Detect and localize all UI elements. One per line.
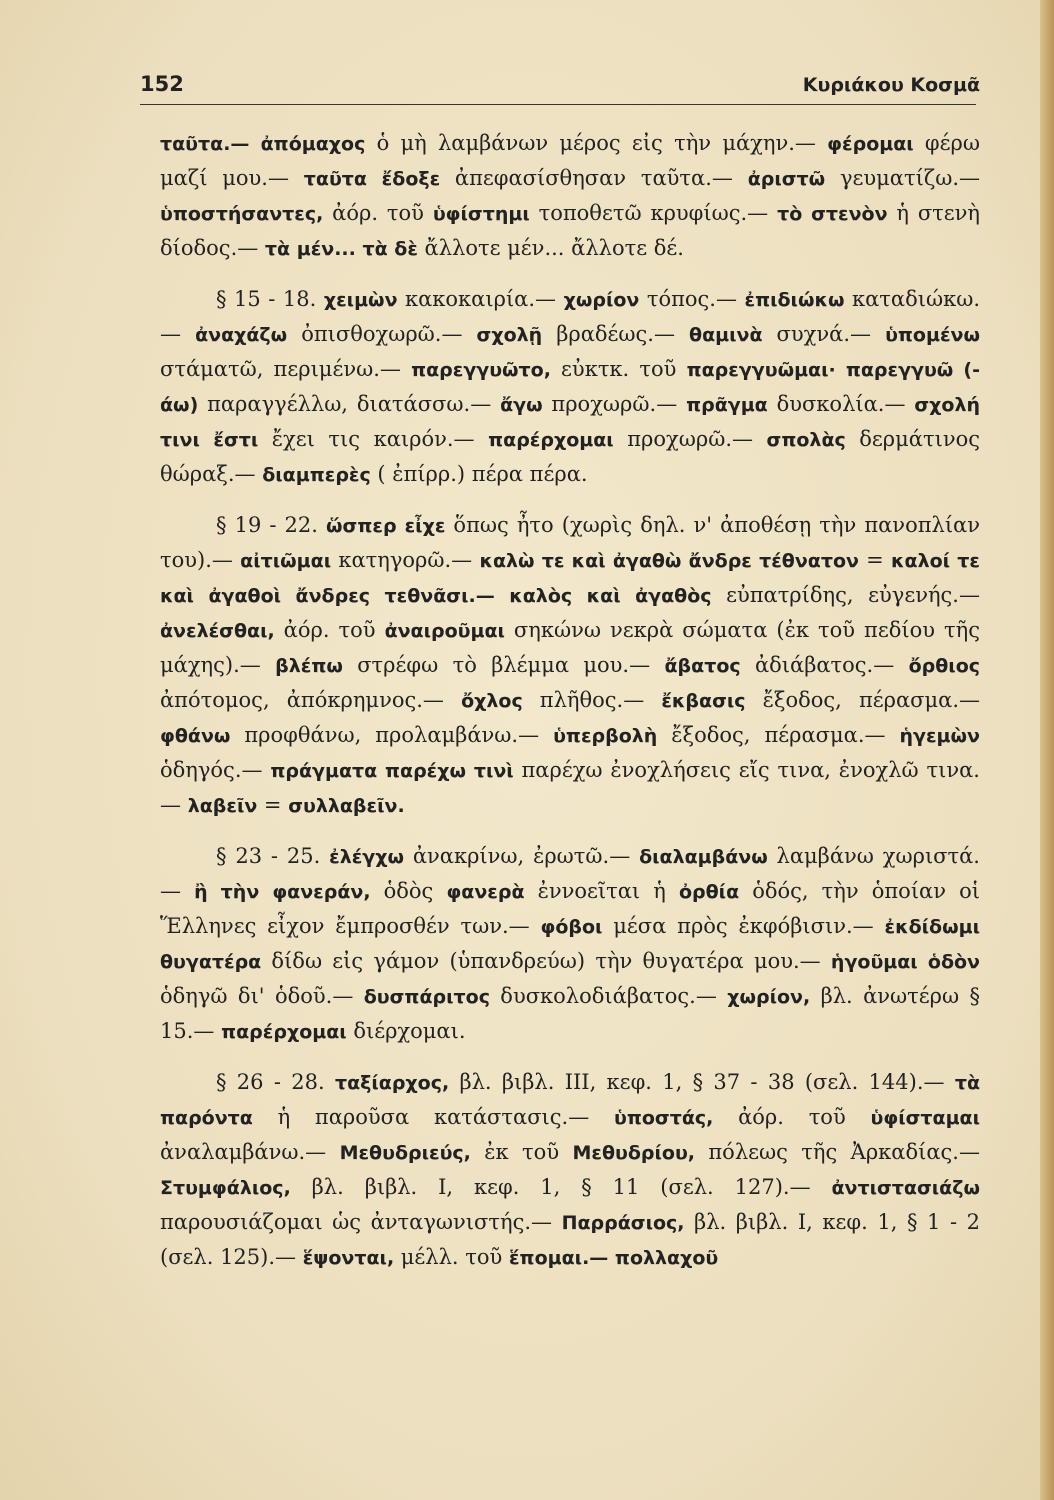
- gloss-text: κατηγορῶ.—: [338, 548, 480, 572]
- gloss-text: δερμάτινος θώραξ.—: [160, 427, 980, 486]
- headword: ὥσπερ εἶχε: [326, 515, 454, 537]
- paragraph-section-19-22: [160, 508, 980, 823]
- gloss-text: ὁδηγός.—: [160, 758, 271, 782]
- paragraph-section-15-18: [160, 282, 980, 492]
- headword: ἔκβασις: [661, 690, 763, 712]
- header-rule: [140, 104, 976, 105]
- gloss-text: § 26 - 28.: [216, 1070, 335, 1094]
- gloss-text: ( ἐπίρρ.) πέρα πέρα.: [377, 462, 588, 486]
- gloss-text: διέρχομαι.: [353, 1019, 466, 1043]
- headword: φόβοι: [540, 916, 614, 938]
- gloss-text: ἔξοδος, πέρασμα.—: [671, 723, 900, 747]
- headword: ἕπομαι.— πολλαχοῦ: [508, 1247, 719, 1269]
- headword: παρεγγυῶτο,: [411, 359, 562, 381]
- headword: φέρομαι: [827, 133, 925, 155]
- gloss-text: ἄλλοτε μέν... ἄλλοτε δέ.: [424, 236, 684, 260]
- paragraph-section-26-28: [160, 1065, 980, 1275]
- gloss-text: στρέφω τὸ βλέμμα μου.—: [357, 653, 665, 677]
- headword: θαμινὰ: [689, 324, 777, 346]
- gloss-text: ἀόρ. τοῦ: [332, 201, 433, 225]
- headword: ἀντιστασιάζω: [831, 1177, 980, 1199]
- gloss-text: παρέχω ἐνοχλήσεις εἴς τινα, ἐνοχλῶ τινα.—: [160, 758, 980, 817]
- headword: ὑποστήσαντες,: [160, 203, 333, 225]
- page-number: 152: [140, 72, 184, 96]
- headword: Στυμφάλιος,: [160, 1177, 312, 1199]
- gloss-text: βλ. βιβλ. I, κεφ. 1, § 1 - 2 (σελ. 125).—: [160, 1210, 980, 1269]
- headword: ἄβατος: [664, 655, 755, 677]
- gloss-text: ἡ παροῦσα κατάστασις.—: [277, 1105, 614, 1129]
- headword: σχολή τινι ἔστι: [160, 394, 981, 451]
- headword: ἡγεμὼν: [899, 725, 980, 747]
- gloss-text: προχωρῶ.—: [551, 392, 687, 416]
- gloss-text: φέρω μαζί μου.—: [160, 131, 980, 190]
- headword: ταῦτα ἔδοξε: [303, 168, 455, 190]
- headword: ἀνελέσθαι,: [160, 620, 284, 642]
- gloss-text: § 19 - 22.: [216, 513, 327, 537]
- gloss-text: εὐκτκ. τοῦ: [561, 357, 687, 381]
- gloss-text: λαμβάνω χωριστά.—: [160, 844, 980, 903]
- gloss-text: προχωρῶ.—: [627, 427, 767, 451]
- headword: σπολὰς: [766, 429, 860, 451]
- gloss-text: ἀπότομος, ἀπόκρημνος.—: [160, 688, 462, 712]
- gloss-text: ὁδὸς: [383, 879, 447, 903]
- gloss-text: ἀόρ. τοῦ: [738, 1105, 871, 1129]
- headword: ταῦτα.— ἀπόμαχος: [160, 133, 377, 155]
- paragraph-1: [160, 126, 980, 266]
- gloss-text: κακοκαιρία.—: [404, 287, 564, 311]
- headword: ἕψονται,: [302, 1247, 401, 1269]
- headword: βλέπω: [275, 655, 358, 677]
- gloss-text: =: [263, 793, 289, 817]
- gloss-text: πόλεως τῆς Ἀρκαδίας.—: [708, 1140, 980, 1164]
- headword: ὄρθιος: [908, 655, 981, 677]
- gloss-text: =: [866, 548, 892, 572]
- headword: παρέρχομαι: [488, 429, 628, 451]
- gloss-text: μέλλ. τοῦ: [400, 1245, 509, 1269]
- gloss-text: δίδω εἰς γάμον (ὑπανδρεύω) τὴν θυγατέρα μου.—: [271, 949, 831, 973]
- headword: χωρίον: [563, 289, 647, 311]
- headword: ταξίαρχος,: [334, 1072, 460, 1094]
- headword: διαμπερὲς: [262, 464, 378, 486]
- gloss-text: § 23 - 25.: [216, 844, 330, 868]
- gloss-text: ὁ μὴ λαμβάνων μέρος εἰς τὴν μάχην.—: [376, 131, 828, 155]
- gloss-text: σηκώνω νεκρὰ σώματα (ἐκ τοῦ πεδίου τῆς μάχης).—: [160, 618, 980, 677]
- headword: συλλαβεῖν.: [288, 795, 405, 817]
- gloss-text: προφθάνω, προλαμβάνω.—: [244, 723, 554, 747]
- gloss-text: § 15 - 18.: [216, 287, 324, 311]
- gloss-text: ἔχει τις καιρόν.—: [271, 427, 489, 451]
- gloss-text: παρουσιάζομαι ὡς ἀνταγωνιστής.—: [160, 1210, 562, 1234]
- gloss-text: συχνά.—: [776, 322, 886, 346]
- headword: δυσπάριτος: [363, 986, 501, 1008]
- headword: τὰ παρόντα: [160, 1072, 980, 1129]
- gloss-text: στάματῶ, περιμένω.—: [160, 357, 412, 381]
- gloss-text: ὁδηγῶ δι' ὁδοῦ.—: [160, 984, 364, 1008]
- headword: λαβεῖν: [187, 795, 264, 817]
- headword: χωρίον,: [727, 986, 821, 1008]
- page-header: [140, 72, 980, 102]
- gloss-text: βλ. βιβλ. III, κεφ. 1, § 37 - 38 (σελ. 144).—: [459, 1070, 955, 1094]
- headword: ὑφίσταμαι: [870, 1107, 981, 1129]
- headword: σχολῇ: [476, 324, 557, 346]
- page-body: [160, 126, 980, 1275]
- gloss-text: εὐπατρίδης, εὐγενής.—: [726, 583, 980, 607]
- headword: τὰ μέν... τὰ δὲ: [264, 238, 425, 260]
- headword: ὑφίστημι: [432, 203, 539, 225]
- headword: διαλαμβάνω: [639, 846, 777, 868]
- gloss-text: παραγγέλλω, διατάσσω.—: [207, 392, 501, 416]
- headword: Παρράσιος,: [561, 1212, 695, 1234]
- page-edge: [1040, 0, 1054, 1500]
- headword: καλοί τε καὶ ἀγαθοὶ ἄνδρες τεθνᾶσι.— καλὸς καὶ ἀγαθὸς: [160, 550, 980, 607]
- headword: ἐπιδιώκω: [744, 289, 852, 311]
- gloss-text: μέσα πρὸς ἐκφόβισιν.—: [613, 914, 885, 938]
- gloss-text: ἀναλαμβάνω.—: [160, 1140, 340, 1164]
- gloss-text: τοποθετῶ κρυφίως.—: [538, 201, 778, 225]
- headword: ἢ τὴν φανεράν,: [194, 881, 384, 903]
- gloss-text: ἡ στενὴ δίοδος.—: [160, 201, 981, 260]
- gloss-text: ἀνακρίνω, ἐρωτῶ.—: [412, 844, 640, 868]
- gloss-text: δυσκολοδιάβατος.—: [500, 984, 728, 1008]
- gloss-text: ἀόρ. τοῦ: [283, 618, 385, 642]
- gloss-text: δυσκολία.—: [776, 392, 915, 416]
- gloss-text: βραδέως.—: [556, 322, 690, 346]
- headword: καλὼ τε καὶ ἀγαθὼ ἄνδρε τέθνατον: [479, 550, 867, 572]
- gloss-text: πλῆθος.—: [539, 688, 662, 712]
- gloss-text: ὀπισθοχωρῶ.—: [301, 322, 477, 346]
- gloss-text: βλ. ἀνωτέρω § 15.—: [160, 984, 981, 1043]
- headword: χειμὼν: [323, 289, 405, 311]
- headword: ἐλέγχω: [329, 846, 413, 868]
- gloss-text: βλ. βιβλ. I, κεφ. 1, § 11 (σελ. 127).—: [311, 1175, 832, 1199]
- headword: αἰτιῶμαι: [240, 550, 339, 572]
- gloss-text: τόπος.—: [646, 287, 745, 311]
- headword: παρέρχομαι: [221, 1021, 354, 1043]
- headword: ὑποστάς,: [613, 1107, 739, 1129]
- gloss-text: ἐκ τοῦ: [484, 1140, 573, 1164]
- headword: πράγματα παρέχω τινὶ: [270, 760, 522, 782]
- headword: ἀναχάζω: [195, 324, 302, 346]
- gloss-text: καταδιώκω.—: [160, 287, 980, 346]
- gloss-text: ἀδιάβατος.—: [754, 653, 909, 677]
- headword: ἀριστῶ: [747, 168, 840, 190]
- headword: παρεγγυῶμαι· παρεγγυῶ (-άω): [160, 359, 980, 416]
- headword: Μεθυδριεύς,: [339, 1142, 485, 1164]
- headword: ὄχλος: [461, 690, 540, 712]
- gloss-text: γευματίζω.—: [839, 166, 980, 190]
- headword: ὑπερβολὴ: [553, 725, 672, 747]
- headword: ἄγω: [500, 394, 552, 416]
- gloss-text: ἔξοδος, πέρασμα.—: [762, 688, 981, 712]
- headword: ἡγοῦμαι ὁδὸν: [830, 951, 980, 973]
- gloss-text: ἀπεφασίσθησαν ταῦτα.—: [454, 166, 748, 190]
- headword: ἀναιροῦμαι: [384, 620, 514, 642]
- running-title: Κυριάκου Κοσμᾶ: [802, 74, 980, 96]
- paragraph-section-23-25: [160, 839, 980, 1049]
- headword: ἐκδίδωμι θυγατέρα: [160, 916, 980, 973]
- gloss-text: ἐννοεῖται ἡ: [537, 879, 679, 903]
- headword: φθάνω: [160, 725, 245, 747]
- headword: ὀρθία: [678, 881, 753, 903]
- gloss-text: ὁδός, τὴν ὁποίαν οἱ Ἕλληνες εἶχον ἔμπροσθέν των.—: [160, 879, 980, 938]
- headword: ὑπομένω: [885, 324, 980, 346]
- headword: φανερὰ: [446, 881, 538, 903]
- headword: πρᾶγμα: [686, 394, 777, 416]
- headword: τὸ στενὸν: [777, 203, 897, 225]
- headword: Μεθυδρίου,: [572, 1142, 709, 1164]
- gloss-text: ὅπως ἦτο (χωρὶς δηλ. ν' ἀποθέσῃ τὴν πανοπλίαν του).—: [160, 513, 981, 572]
